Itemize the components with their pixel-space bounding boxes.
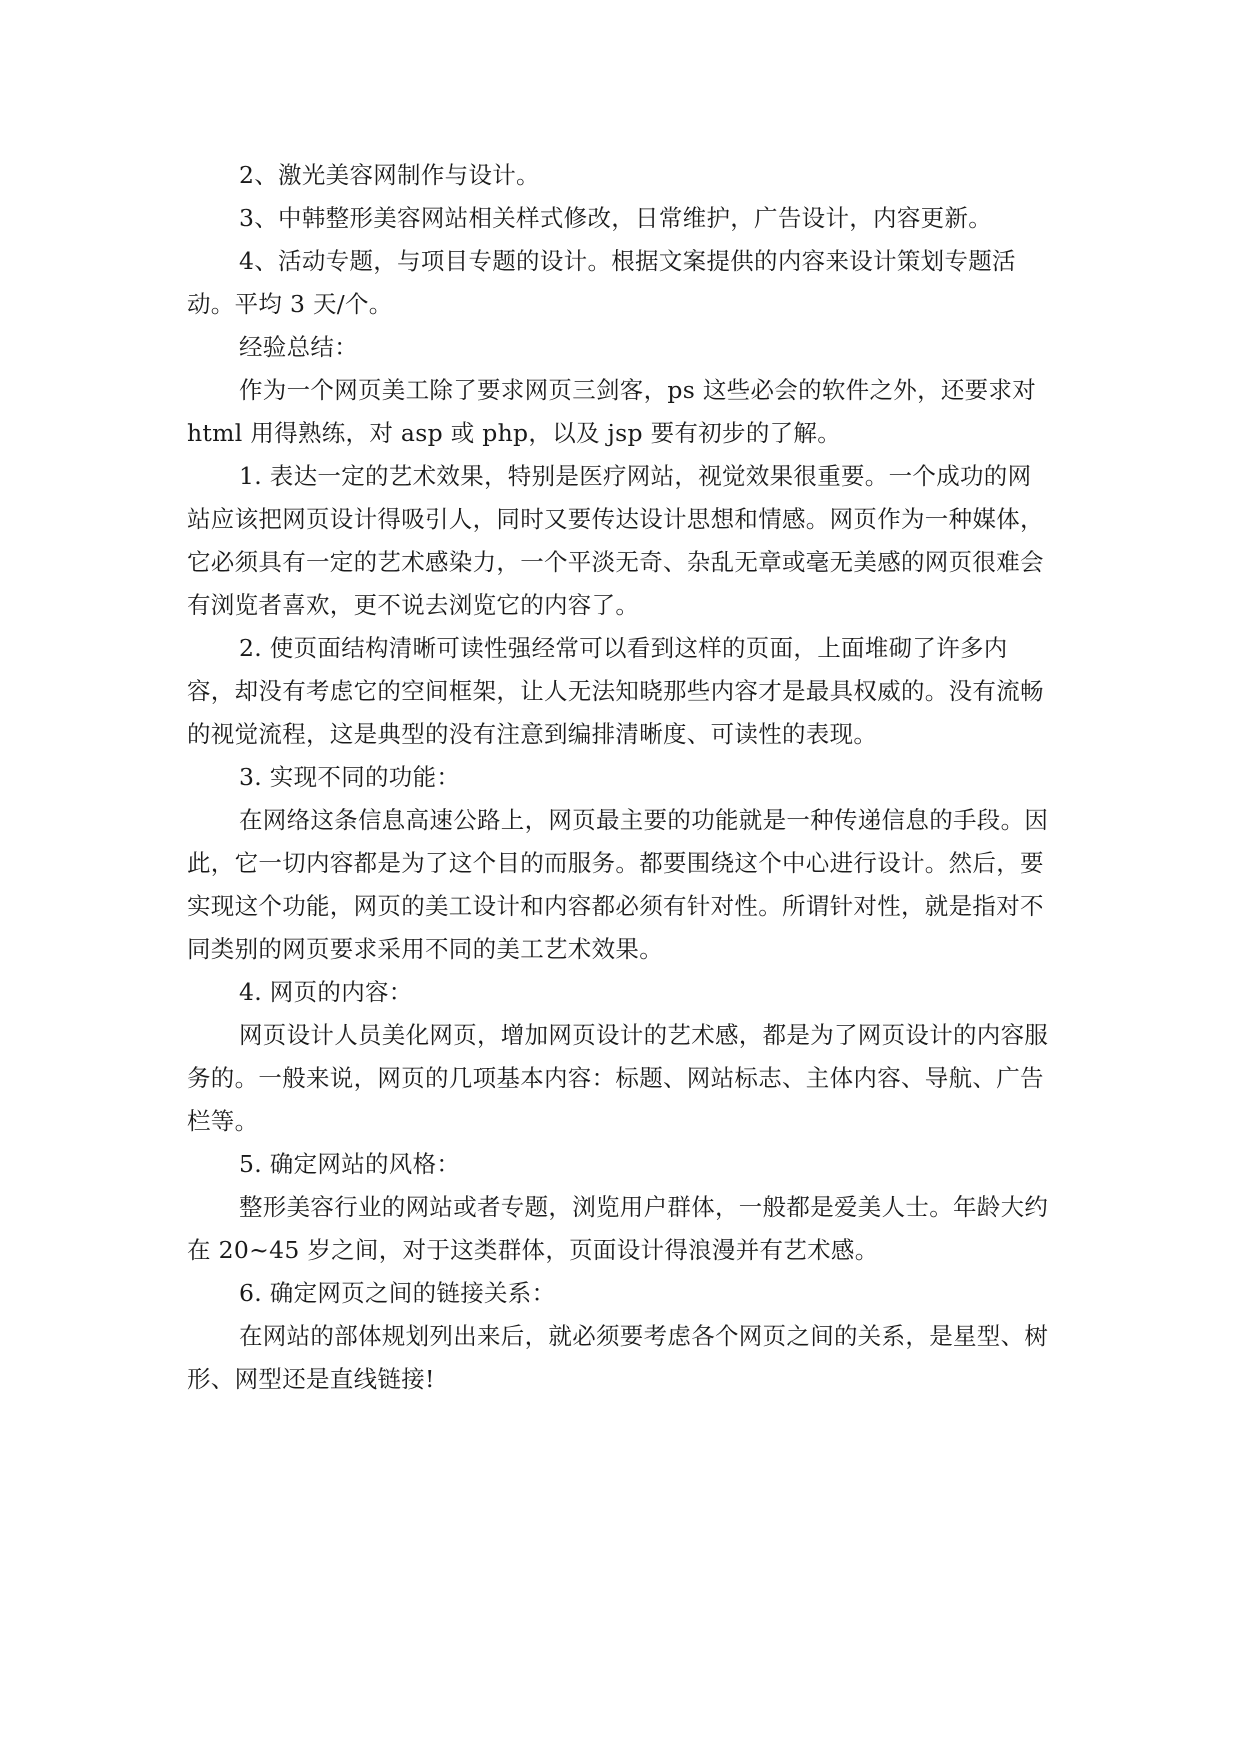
- paragraph-web-designer-skills: 作为一个网页美工除了要求网页三剑客，ps 这些必会的软件之外，还要求对 html 用得熟练，对 asp 或 php，以及 jsp 要有初步的了解。: [187, 376, 1037, 447]
- paragraph-point-6-heading: 6. 确定网页之间的链接关系：: [239, 1279, 556, 1307]
- paragraph-point-2: 2. 使页面结构清晰可读性强经常可以看到这样的页面，上面堆砌了许多内容，却没有考虑它的空间框架，让人无法知晓那些内容才是最具权威的。没有流畅的视觉流程，这是典型的没有注意到编排清晰度、可读性的表现。: [187, 634, 1044, 748]
- document-body: [187, 154, 1053, 1401]
- paragraph-point-5-body: 整形美容行业的网站或者专题，浏览用户群体，一般都是爱美人士。年龄大约在 20~45 岁之间，对于这类群体，页面设计得浪漫并有艺术感。: [187, 1193, 1049, 1264]
- paragraph-experience-summary-heading: 经验总结：: [239, 333, 358, 361]
- paragraph-point-4-body: 网页设计人员美化网页，增加网页设计的艺术感，都是为了网页设计的内容服务的。一般来说，网页的几项基本内容：标题、网站标志、主体内容、导航、广告栏等。: [187, 1021, 1049, 1135]
- paragraph-item-4: 4、活动专题，与项目专题的设计。根据文案提供的内容来设计策划专题活动。平均 3 天/个。: [187, 247, 1016, 318]
- paragraph-item-2: 2、激光美容网制作与设计。: [239, 161, 540, 189]
- paragraph-item-3: 3、中韩整形美容网站相关样式修改，日常维护，广告设计，内容更新。: [239, 204, 993, 232]
- paragraph-point-3-heading: 3. 实现不同的功能：: [239, 763, 461, 791]
- paragraph-point-4-heading: 4. 网页的内容：: [239, 978, 413, 1006]
- paragraph-point-6-body: 在网站的部体规划列出来后，就必须要考虑各个网页之间的关系，是星型、树形、网型还是直线链接!: [187, 1322, 1049, 1393]
- paragraph-point-5-heading: 5. 确定网站的风格：: [239, 1150, 461, 1178]
- paragraph-point-3-body: 在网络这条信息高速公路上，网页最主要的功能就是一种传递信息的手段。因此，它一切内容都是为了这个目的而服务。都要围绕这个中心进行设计。然后，要实现这个功能，网页的美工设计和内容都必须有针对性。所谓针对性，就是指对不同类别的网页要求采用不同的美工艺术效果。: [187, 806, 1049, 963]
- paragraph-point-1: 1. 表达一定的艺术效果，特别是医疗网站，视觉效果很重要。一个成功的网站应该把网页设计得吸引人，同时又要传达设计思想和情感。网页作为一种媒体，它必须具有一定的艺术感染力，一个平淡无奇、杂乱无章或毫无美感的网页很难会有浏览者喜欢，更不说去浏览它的内容了。: [187, 462, 1044, 619]
